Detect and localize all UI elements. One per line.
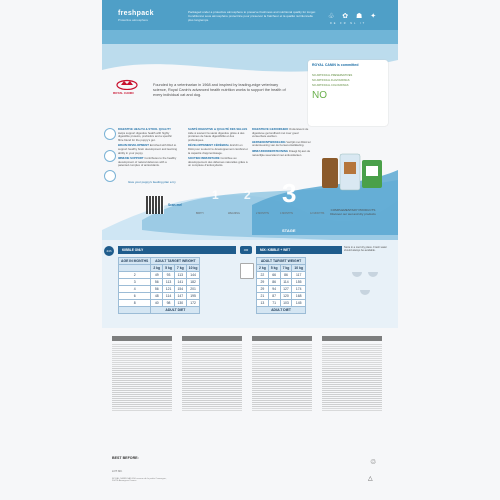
brand-intro: Founded by a veterinarian in 1968 and inspired by leading-edge veterinary science, Royal Canin's advanced health nutrition works to support the health of every individual cat and dog. [153, 83, 286, 97]
freshness-icons: ♧ ✿ ☗ ✦ [328, 13, 380, 20]
benefit-text: Contribue au développement des défenses naturelles grâce à un complexe d'antioxydants. [188, 156, 248, 168]
legal-text-block [182, 368, 242, 408]
scan-label: Scan me! [168, 203, 183, 207]
complementary-products-image [318, 150, 388, 192]
age-tick: 4 MONTHS [280, 212, 293, 215]
age-tick: BIRTH [196, 212, 204, 215]
weight-col: 5 kg [268, 265, 280, 272]
age-tick: WEANING [228, 212, 240, 215]
legal-text-heading [182, 336, 242, 341]
table-row: 29 94 127 174 [257, 286, 306, 293]
benefit-text: Draagt bij aan de natuurlijke weerstand met antioxidanten. [252, 148, 311, 157]
freshness-icon-labels: DE FR NL IT [330, 22, 367, 25]
stage-number: 3 [282, 178, 297, 208]
weight-col: 7 kg [174, 265, 186, 272]
adult-diet-footer: ADULT DIET [151, 307, 200, 314]
benefit-heading: BRAIN DEVELOPMENT [118, 143, 149, 148]
daily-badge: 24h [104, 246, 114, 256]
eco-line: NO ARTIFICIAL COLOURINGS [312, 84, 349, 87]
eco-line: NO ARTIFICIAL PRESERVATIVES [312, 74, 353, 77]
crown-icon [116, 78, 138, 90]
benefit-heading: IMMUUNONDERSTEUNING [252, 148, 289, 153]
freshpack-description: Packaged under a protective atmosphere to preserve freshness and nutritional quality for longer. Conditionné sous atmosphère protectrice pour préserver la fraîcheur et la qualité nutritionnelle plus longtemps. [188, 10, 316, 22]
brand-logo-text: ROYAL CANIN [113, 91, 134, 95]
legal-text-heading [252, 336, 312, 341]
eco-title: ROYAL CANIN is committed [312, 63, 359, 67]
benefit-text: Contributes to the healthy development of natural defences with a patented complex of antioxidants. [118, 156, 177, 168]
feeding-plan-prompt: Give your puppy's feeding plan a try [128, 180, 176, 184]
table-row: 6 48 114 147 195 [119, 293, 200, 300]
benefits-fr [188, 128, 248, 168]
best-before-label: BEST BEFORE: [112, 456, 139, 460]
table-row: 13 71 103 145 [257, 300, 306, 307]
freshpack-logo: freshpack [118, 10, 154, 17]
table-row: 29 86 114 155 [257, 279, 306, 286]
legal-text-block [252, 368, 312, 408]
mix-header: MIX: KIBBLE + WET [256, 246, 342, 254]
legal-text-block [322, 368, 382, 408]
benefit-heading: DÉVELOPPEMENT CÉRÉBRAL [188, 143, 230, 148]
kibble-only-header: KIBBLE ONLY [118, 246, 236, 254]
table-row: 2 49 93 113 144 [119, 272, 200, 279]
benefits-nl [252, 128, 312, 157]
products-sub: Discover our wet and dry products [330, 212, 376, 216]
table-row: 21 87 120 168 [257, 293, 306, 300]
legal-text-heading [322, 336, 382, 341]
weight-col: 2 kg [257, 265, 269, 272]
benefit-heading: DIGESTIEVE GEZONDHEID [252, 127, 289, 131]
table-row: 4 56 121 154 201 [119, 286, 200, 293]
benefit-heading: DIGESTIVE HEALTH & STOOL QUALITY [118, 127, 171, 131]
triangle-icon: △ [368, 476, 373, 482]
weight-col: 7 kg [280, 265, 292, 272]
benefit-text: Aide à soutenir la santé digestive grâce à des protéines de haute digestibilité et des prébiotiques. [188, 130, 245, 142]
benefit-text: Ondersteunt de digestieve gezondheid met zeer goed verteerbare eiwitten. [252, 127, 309, 139]
or-badge: OR [240, 246, 252, 254]
benefit-heading: SANTÉ DIGESTIVE & QUALITÉ DES SELLES [188, 127, 248, 131]
wet-pouch-image [240, 263, 254, 279]
benefits-en [118, 128, 178, 168]
freshpack-subtitle: Protective atmosphere [118, 18, 149, 22]
lot-label: LOT NO. [112, 470, 123, 473]
mix-table [256, 257, 306, 314]
brain-icon [104, 150, 116, 162]
benefit-heading: HERSENONTWIKKELING [252, 139, 286, 144]
table-row: 22 66 86 117 [257, 272, 306, 279]
legal-text-heading [112, 336, 172, 341]
eco-no-mark: NO [312, 90, 327, 101]
stage-word: STAGE [282, 228, 296, 233]
age-tick: 2 MONTHS [256, 212, 269, 215]
legal-text-block [112, 368, 172, 408]
adult-weight-header: ADULT TARGET WEIGHT [257, 258, 306, 265]
manufacturer-address: ROYAL CANIN SAS 650 avenue de la petite Camargue, 30470 Aimargues France [112, 478, 167, 482]
weight-col: 10 kg [186, 265, 200, 272]
benefit-heading: IMMUNE SUPPORT [118, 156, 144, 161]
weight-col: 5 kg [163, 265, 175, 272]
benefit-text: Enriched with DHA to support healthy brain development and learning ability in your puppy. [118, 143, 178, 155]
eco-line: NO ARTIFICIAL FLAVOURINGS [312, 79, 350, 82]
complementary-products-label [318, 208, 388, 216]
benefit-text: Enrichi en DHA pour soutenir le développement cérébral et la capacité d'apprentissage. [188, 143, 248, 155]
digestion-icon [104, 128, 116, 140]
qr-code[interactable] [146, 196, 164, 214]
shield-icon [104, 170, 116, 182]
benefit-heading: SOUTIEN IMMUNITAIRE [188, 156, 220, 161]
benefit-text: Verrijkt met DHA ter ondersteuning van de hersenontwikkeling. [252, 139, 311, 148]
age-header: AGE IN MONTHS [119, 258, 151, 265]
recycle-icon: ♲ [370, 459, 377, 466]
stage-number: 2 [244, 188, 251, 202]
table-row: 8 40 98 130 172 [119, 300, 200, 307]
kibble-table [118, 257, 200, 314]
table-row: 3 56 113 141 182 [119, 279, 200, 286]
benefit-text: Helps support digestive health with highly digestible proteins, prebiotics and a specific fibre blend for the puppy's gut. [118, 130, 172, 142]
weight-col: 2 kg [151, 265, 163, 272]
eco-commitment-badge [308, 60, 388, 126]
age-tick: 12 MONTHS [310, 212, 325, 215]
weight-col: 10 kg [292, 265, 306, 272]
products-heading: COMPLEMENTARY PRODUCTS [330, 208, 376, 212]
stage-number: 1 [212, 188, 219, 202]
adult-weight-header: ADULT TARGET WEIGHT [151, 258, 200, 265]
adult-diet-footer: ADULT DIET [257, 307, 306, 314]
storage-note: Store in a cool dry place. Fresh water should always be available. [344, 246, 387, 253]
